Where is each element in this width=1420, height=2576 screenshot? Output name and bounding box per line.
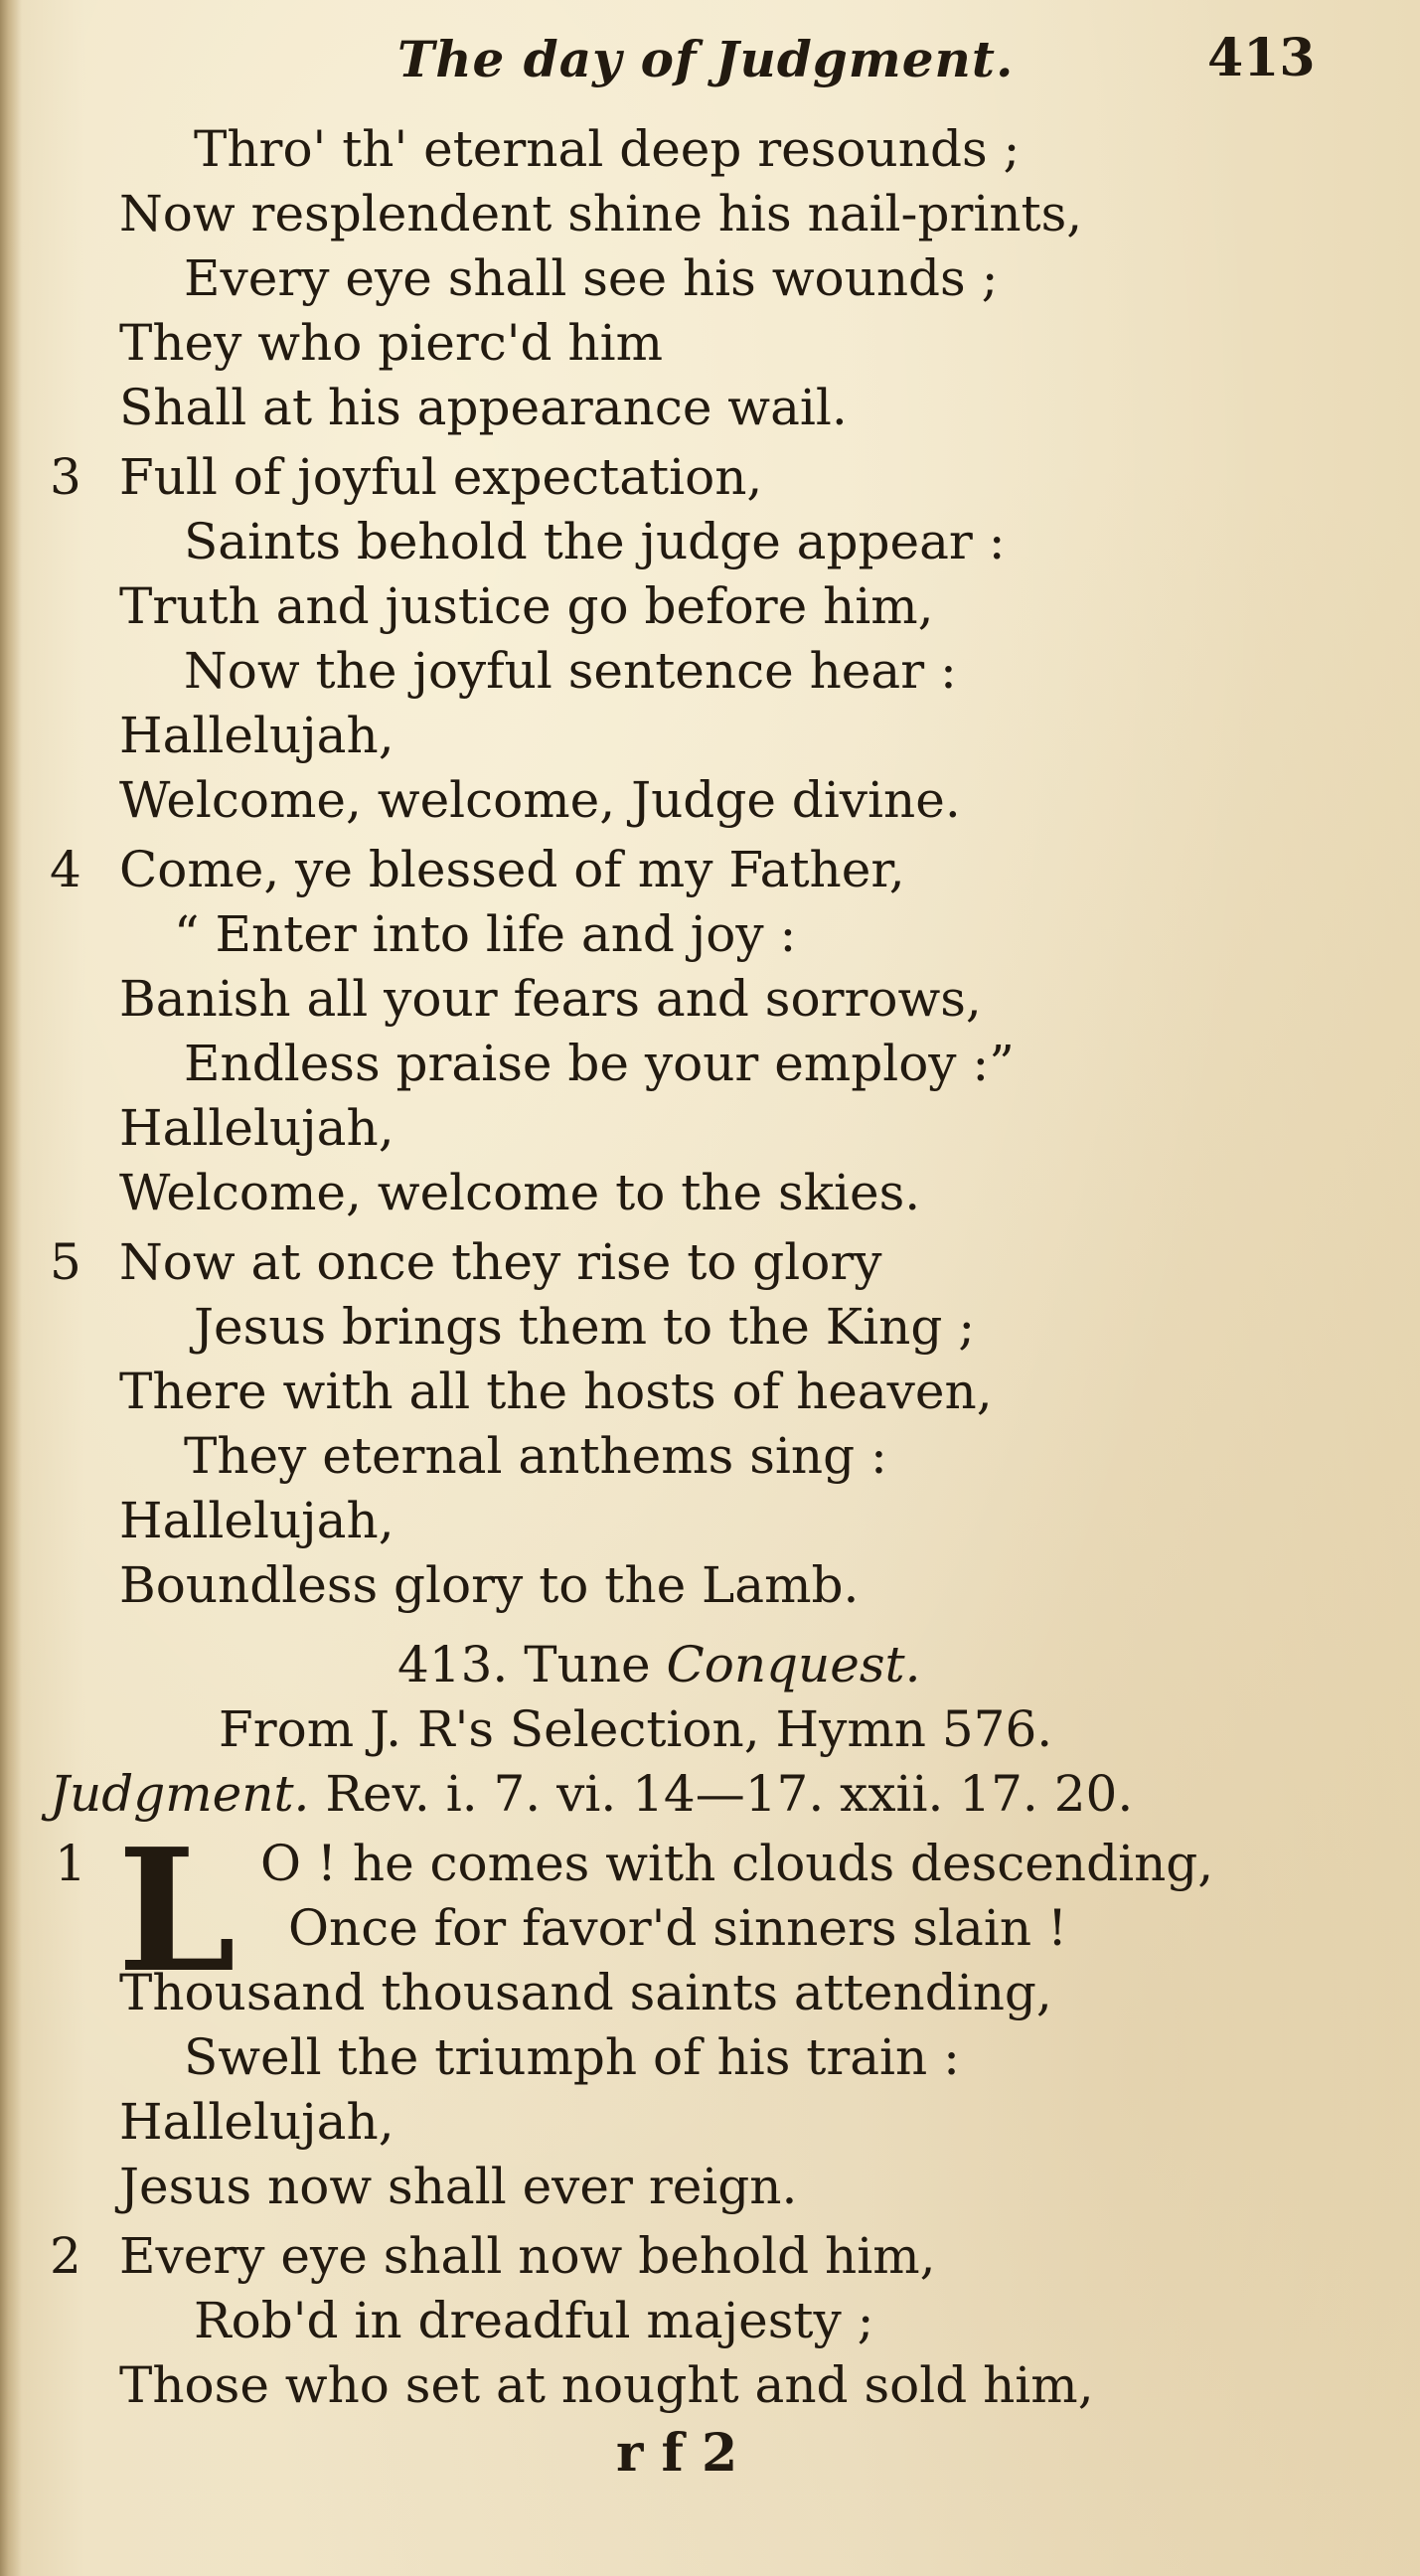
verse-line: Banish all your fears and sorrows, xyxy=(119,970,982,1028)
verse-line: Jesus now shall ever reign. xyxy=(119,2158,798,2215)
verse-line: They eternal anthems sing : xyxy=(184,1427,887,1485)
verse-line: Those who set at nought and sold him, xyxy=(119,2356,1094,2414)
tune-prefix: Tune xyxy=(524,1636,651,1693)
verse-line: Welcome, welcome to the skies. xyxy=(119,1164,921,1221)
verse-line: Hallelujah, xyxy=(119,707,394,764)
verse-number: 2 xyxy=(50,2227,81,2285)
verse-line: Come, ye blessed of my Father, xyxy=(119,841,905,898)
verse-number: 1 xyxy=(55,1835,86,1892)
hymn-source: From J. R's Selection, Hymn 576. xyxy=(219,1700,1053,1758)
verse-line: Boundless glory to the Lamb. xyxy=(119,1556,860,1614)
verse-line: Shall at his appearance wail. xyxy=(119,379,848,436)
hymn-subject: Judgment. xyxy=(50,1765,310,1823)
verse-line: They who pierc'd him xyxy=(119,314,664,372)
page-number: 413 xyxy=(1207,28,1316,88)
verse-line: Rob'd in dreadful majesty ; xyxy=(194,2292,874,2349)
verse-line: Now the joyful sentence hear : xyxy=(184,642,957,700)
hymn-number: 413. xyxy=(397,1636,509,1693)
verse-line: “ Enter into life and joy : xyxy=(174,905,797,963)
verse-line: Full of joyful expectation, xyxy=(119,448,763,506)
verse-line: Now resplendent shine his nail-prints, xyxy=(119,185,1083,242)
verse-line: Truth and justice go before him, xyxy=(119,577,934,635)
scripture-reference: Rev. i. 7. vi. 14—17. xxii. 17. 20. xyxy=(325,1765,1134,1823)
verse-line: Welcome, welcome, Judge divine. xyxy=(119,771,961,829)
verse-line: Swell the triumph of his train : xyxy=(184,2028,960,2086)
page-binding-shadow xyxy=(0,0,22,2576)
verse-line: Jesus brings them to the King ; xyxy=(194,1298,976,1356)
verse-number: 4 xyxy=(50,841,81,898)
hymn-heading xyxy=(397,1635,921,1694)
verse-line: Endless praise be your employ :” xyxy=(184,1035,1015,1092)
verse-line: Every eye shall see his wounds ; xyxy=(184,249,999,307)
verse-line: There with all the hosts of heaven, xyxy=(119,1363,993,1420)
drop-cap: L xyxy=(117,1812,237,2011)
verse-line: Now at once they rise to glory xyxy=(119,1233,882,1291)
verse-line: Hallelujah, xyxy=(119,2093,394,2151)
verse-line: Thro' th' eternal deep resounds ; xyxy=(194,120,1021,178)
verse-number: 3 xyxy=(50,448,81,506)
verse-line: Once for favor'd sinners slain ! xyxy=(288,1899,1068,1957)
verse-line: Every eye shall now behold him, xyxy=(119,2227,936,2285)
verse-number: 5 xyxy=(50,1233,81,1291)
verse-line: Thousand thousand saints attending, xyxy=(119,1964,1052,2021)
verse-line: Hallelujah, xyxy=(119,1492,394,1549)
running-head: The day of Judgment. xyxy=(397,30,1015,88)
signature-mark: r f 2 xyxy=(616,2423,738,2484)
tune-name: Conquest. xyxy=(666,1636,921,1693)
verse-line: Saints behold the judge appear : xyxy=(184,513,1006,570)
verse-line: Hallelujah, xyxy=(119,1099,394,1157)
verse-line: O ! he comes with clouds descending, xyxy=(260,1835,1214,1892)
